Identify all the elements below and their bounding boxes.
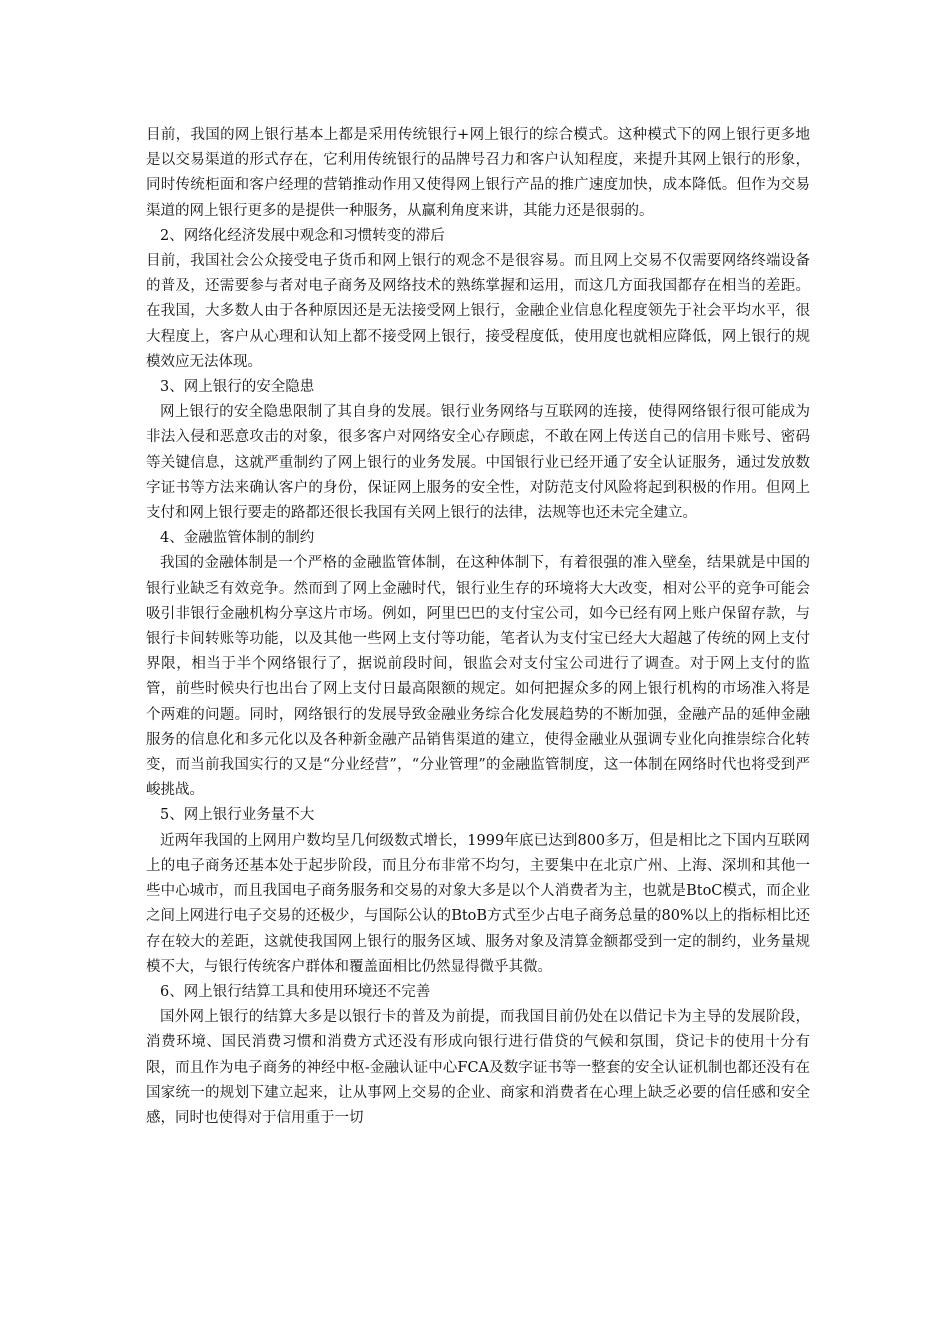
paragraph-section-5: 近两年我国的上网用户数均呈几何级数式增长，1999年底已达到800多万，但是相比之下国内互联网上的电子商务还基本处于起步阶段，而且分布非常不均匀，主要集中在北京广州、上海、深圳和其他一些中心城市，而且我国电子商务服务和交易的对象大多是以个人消费者为主，也就是BtoC模式，而企业之间上网进行电子交易的还极少，与国际公认的BtoB方式至少占电子商务总量的80%以上的指标相比还存在较大的差距，这就使我国网上银行的服务区域、服务对象及清算金额都受到一定的制约，业务量规模不大，与银行传统客户群体和覆盖面相比仍然显得微乎其微。 (146, 832, 810, 975)
paragraph-section-4: 我国的金融体制是一个严格的金融监管体制，在这种体制下，有着很强的准入壁垒，结果就是中国的银行业缺乏有效竞争。然而到了网上金融时代，银行业生存的环境将大大改变，相对公平的竞争可能会吸引非银行金融机构分享这片市场。例如，阿里巴巴的支付宝公司，如今已经有网上账户保留存款，与银行卡间转账等功能，以及其他一些网上支付等功能，笔者认为支付宝已经大大超越了传统的网上支付界限，相当于半个网络银行了，据说前段时间，银监会对支付宝公司进行了调查。对于网上支付的监管，前些时候央行也出台了网上支付日最高限额的规定。如何把握众多的网上银行机构的市场准入将是个两难的问题。同时，网络银行的发展导致金融业务综合化发展趋势的不断加强，金融产品的延伸金融服务的信息化和多元化以及各种新金融产品销售渠道的建立，使得金融业从强调专业化向推崇综合化转变，而当前我国实行的又是“分业经营”，“分业管理”的金融监管制度，这一体制在网络时代也将受到严峻挑战。 (146, 555, 810, 799)
section-heading-6: 6、网上银行结算工具和使用环境还不完善 (160, 983, 431, 1000)
section-heading-2: 2、网络化经济发展中观念和习惯转变的滞后 (160, 227, 445, 244)
section-heading-3: 3、网上银行的安全隐患 (160, 379, 315, 396)
paragraph-intro: 目前，我国的网上银行基本上都是采用传统银行+网上银行的综合模式。这种模式下的网上银行更多地是以交易渠道的形式存在，它利用传统银行的品牌号召力和客户认知程度，来提升其网上银行的形象，同时传统柜面和客户经理的营销推动作用又使得网上银行产品的推广速度加快，成本降低。但作为交易渠道的网上银行更多的是提供一种服务，从赢利角度来讲，其能力还是很弱的。 (146, 127, 810, 219)
paragraph-section-2: 目前，我国社会公众接受电子货币和网上银行的观念不是很容易。而且网上交易不仅需要网络终端设备的普及，还需要参与者对电子商务及网络技术的熟练掌握和运用，而这几方面我国都存在相当的差距。在我国，大多数人由于各种原因还是无法接受网上银行，金融企业信息化程度领先于社会平均水平，很大程度上，客户从心理和认知上都不接受网上银行，接受程度低，使用度也就相应降低，网上银行的规模效应无法体现。 (146, 253, 810, 370)
paragraph-section-3: 网上银行的安全隐患限制了其自身的发展。银行业务网络与互联网的连接，使得网络银行很可能成为非法入侵和恶意攻击的对象，很多客户对网络安全心存顾虑，不敢在网上传送自己的信用卡账号、密码等关键信息，这就严重制约了网上银行的业务发展。中国银行业已经开通了安全认证服务，通过发放数字证书等方法来确认客户的身份，保证网上服务的安全性，对防范支付风险将起到积极的作用。但网上支付和网上银行要走的路都还很长我国有关网上银行的法律，法规等也还未完全建立。 (146, 404, 810, 522)
section-heading-5: 5、网上银行业务量不大 (160, 807, 315, 824)
paragraph-section-6: 国外网上银行的结算大多是以银行卡的普及为前提，而我国目前仍处在以借记卡为主导的发展阶段，消费环境、国民消费习惯和消费方式还没有形成向银行进行借贷的气候和氛围，贷记卡的使用十分有限，而且作为电子商务的神经中枢-金融认证中心FCA及数字证书等一整套的安全认证机制也都还没有在国家统一的规划下建立起来，让从事网上交易的企业、商家和消费者在心理上缺乏必要的信任感和安全感，同时也使得对于信用重于一切 (146, 1009, 810, 1126)
document-body (146, 123, 810, 1131)
section-heading-4: 4、金融监管体制的制约 (160, 530, 315, 547)
